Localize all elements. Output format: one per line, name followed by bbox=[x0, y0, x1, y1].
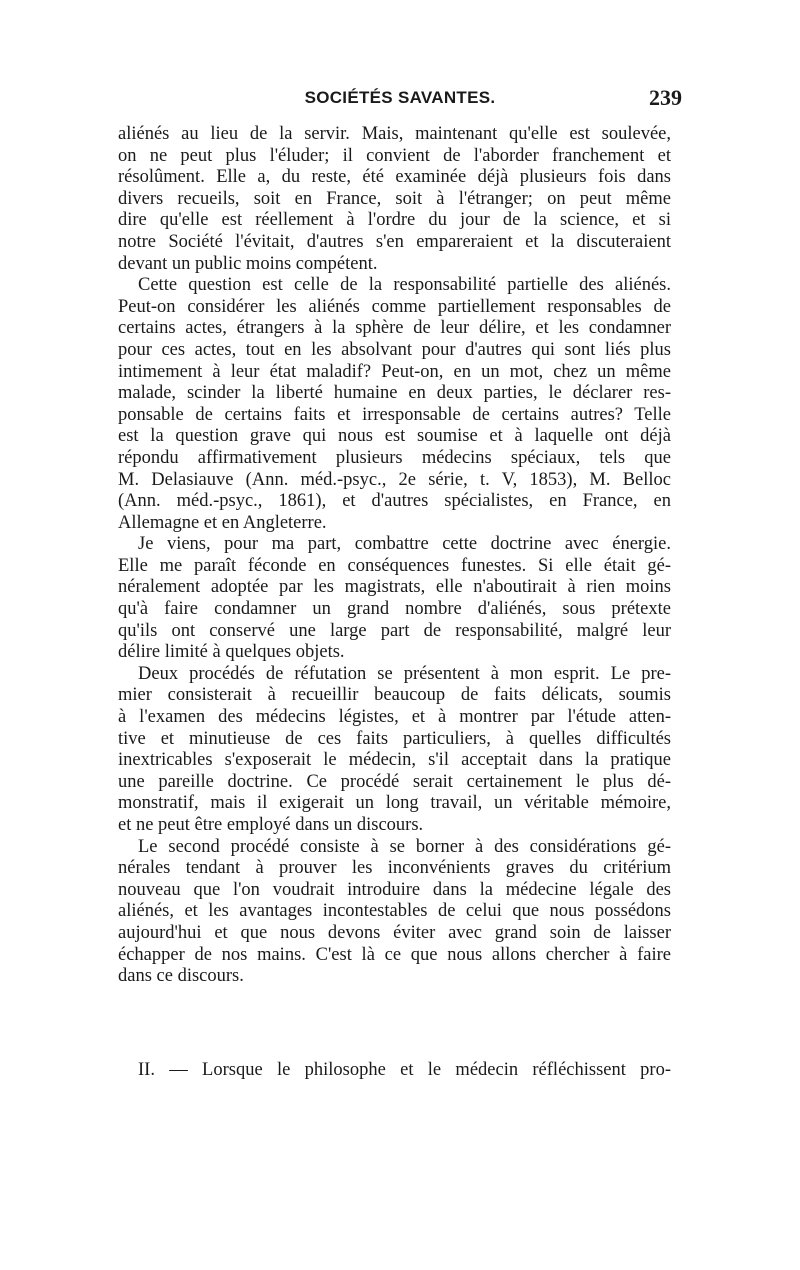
paragraph bbox=[118, 124, 671, 275]
text-line: est la question grave qui nous est soumise et à laquelle ont déjà bbox=[118, 426, 671, 447]
text-line: monstratif, mais il exigerait un long travail, un véritable mémoire, bbox=[118, 793, 671, 814]
text-line: Je viens, pour ma part, combattre cette doctrine avec énergie. bbox=[138, 534, 671, 555]
text-line: inextricables s'exposerait le médecin, s'il acceptait dans la pratique bbox=[118, 750, 671, 771]
running-head bbox=[118, 85, 682, 118]
text-line: (Ann. méd.-psyc., 1861), et d'autres spécialistes, en France, en bbox=[118, 491, 671, 512]
text-line: mier consisterait à recueillir beaucoup de faits délicats, soumis bbox=[118, 685, 671, 706]
text-line: aliénés au lieu de la servir. Mais, maintenant qu'elle est soulevée, bbox=[118, 124, 671, 144]
text-line: dans ce discours. bbox=[118, 966, 244, 987]
text-line: et ne peut être employé dans un discours. bbox=[118, 815, 424, 835]
paragraph bbox=[118, 275, 671, 534]
text-line: divers recueils, soit en France, soit à l'étranger; on peut même bbox=[118, 188, 671, 209]
text-line: nérales tendant à prouver les inconvénients graves du critérium bbox=[118, 858, 671, 879]
text-line: malade, scinder la liberté humaine en deux parties, le déclarer res- bbox=[118, 383, 671, 404]
text-line: pour ces actes, tout en les absolvant pour d'autres qui sont liés plus bbox=[118, 339, 671, 360]
running-title: SOCIÉTÉS SAVANTES. bbox=[304, 88, 496, 107]
text-line: certains actes, étrangers à la sphère de leur délire, et les condamner bbox=[118, 318, 671, 339]
text-line: tive et minutieuse de ces faits particuliers, à quelles difficultés bbox=[118, 728, 671, 749]
text-line: à l'examen des médecins légistes, et à montrer par l'étude atten- bbox=[118, 707, 671, 728]
page-number: 239 bbox=[649, 85, 682, 110]
text-line: échapper de nos mains. C'est là ce que nous allons chercher à faire bbox=[118, 944, 671, 965]
text-line: Elle me paraît féconde en conséquences funestes. Si elle était gé- bbox=[118, 555, 671, 576]
text-line: Peut-on considérer les aliénés comme partiellement responsables de bbox=[118, 296, 671, 317]
text-line: une pareille doctrine. Ce procédé serait certainement le plus dé- bbox=[118, 771, 671, 792]
text-line: qu'ils ont conservé une large part de responsabilité, malgré leur bbox=[118, 620, 671, 641]
text-line: résolûment. Elle a, du reste, été examinée déjà plusieurs fois dans bbox=[118, 167, 671, 188]
text-line: Allemagne et en Angleterre. bbox=[118, 512, 327, 533]
text-line: devant un public moins compétent. bbox=[118, 253, 378, 274]
text-line: M. Delasiauve (Ann. méd.-psyc., 2e série, t. V, 1853), M. Belloc bbox=[118, 469, 671, 490]
section-first-line: II. — Lorsque le philosophe et le médecin réfléchissent pro- bbox=[138, 1060, 671, 1080]
text-line: néralement adoptée par les magistrats, elle n'aboutirait à rien moins bbox=[118, 577, 671, 598]
text-line: notre Société l'évitait, d'autres s'en empareraient et la discuteraient bbox=[118, 231, 671, 252]
paragraph bbox=[118, 664, 671, 837]
text-line: Deux procédés de réfutation se présentent à mon esprit. Le pre- bbox=[138, 663, 671, 684]
text-line: aujourd'hui et que nous devons éviter avec grand soin de laisser bbox=[118, 922, 671, 943]
text-line: Cette question est celle de la responsabilité partielle des aliénés. bbox=[138, 275, 671, 296]
text-line: intimement à leur état maladif? Peut-on, en un mot, chez un même bbox=[118, 361, 671, 382]
section-ii-start bbox=[118, 1060, 671, 1081]
text-line: qu'à faire condamner un grand nombre d'aliénés, sous prétexte bbox=[118, 599, 671, 620]
paragraph bbox=[118, 837, 671, 988]
text-line: dire qu'elle est réellement à l'ordre du jour de la science, et si bbox=[118, 210, 671, 231]
text-line: répondu affirmativement plusieurs médecins spéciaux, tels que bbox=[118, 447, 671, 468]
text-line: Le second procédé consiste à se borner à des considérations gé- bbox=[138, 836, 671, 857]
body-text bbox=[118, 124, 671, 988]
text-line: ponsable de certains faits et irresponsable de certains autres? Telle bbox=[118, 404, 671, 425]
text-line: nouveau que l'on voudrait introduire dans la médecine légale des bbox=[118, 879, 671, 900]
paragraph bbox=[118, 534, 671, 664]
text-line: aliénés, et les avantages incontestables de celui que nous possédons bbox=[118, 901, 671, 922]
text-line: on ne peut plus l'éluder; il convient de l'aborder franchement et bbox=[118, 145, 671, 166]
text-line: délire limité à quelques objets. bbox=[118, 642, 345, 663]
